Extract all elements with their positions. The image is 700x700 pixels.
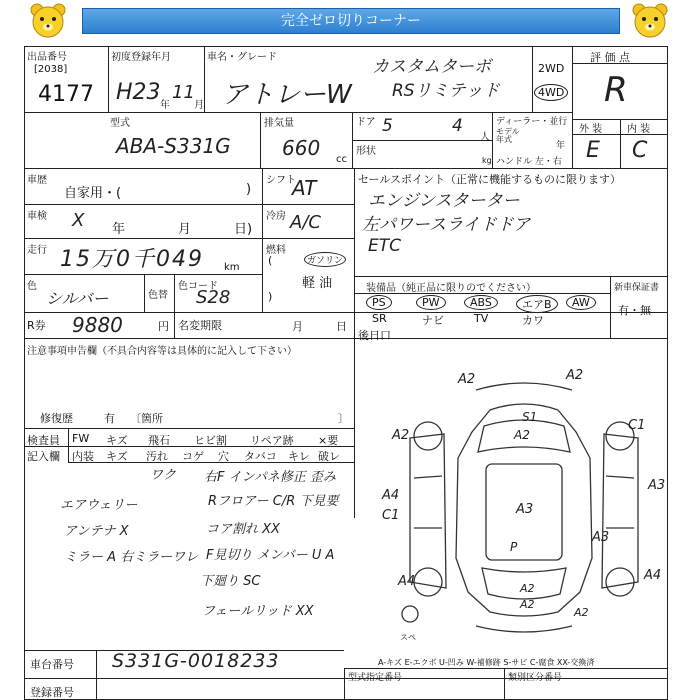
lot-sub: [2038] [34, 64, 68, 75]
damage-mark: A3 [648, 478, 666, 493]
equip-tv: TV [474, 312, 489, 325]
warranty-value: 有・無 [618, 304, 651, 317]
damage-mark: C1 [382, 508, 400, 523]
bear-mascot-right-icon [630, 2, 670, 40]
inspection-label: 車検 [27, 211, 47, 222]
usage-label: 車歴 [27, 175, 47, 186]
dealer-label: ディーラー・並行 [496, 117, 568, 127]
grade-line1: カスタムターボ [372, 57, 491, 77]
equip-sr: SR [372, 312, 387, 325]
inspector-note: 右F インパネ修正 歪み [204, 470, 336, 485]
mileage-label: 走行 [27, 245, 47, 256]
sales-line2: 左パワースライドドア [362, 215, 531, 235]
fw-label: FW [72, 432, 90, 445]
inspector-note: ミラー A 右ミラーワレ [64, 550, 199, 565]
name-change-label: 名変期限 [178, 319, 222, 332]
inspector-note: 下廻り SC [200, 574, 261, 589]
drive-4wd: 4WD [534, 84, 568, 101]
grade-line2: RSリミテッド [392, 81, 500, 101]
inspection-day: 日) [234, 222, 253, 237]
inspector-note: エアウェリー [60, 498, 138, 513]
grade-value: R [604, 70, 628, 110]
fuel-close: ) [268, 290, 273, 303]
chassis-value: S331G-0018233 [112, 650, 280, 672]
car-name: アトレーW [222, 80, 352, 110]
color-code-label: 色コード [178, 281, 218, 292]
sales-line1: エンジンスターター [368, 191, 520, 211]
damage-mark: A3 [592, 530, 610, 545]
equipment-label: 装備品（純正品に限りのでください） [366, 283, 536, 294]
recycle-unit: 円 [158, 320, 169, 333]
inspector-note: フェールリッド XX [202, 604, 314, 619]
int-item-hole: 穴 [218, 450, 229, 463]
repair-label: 修復歴 [40, 412, 73, 425]
doors-value: 5 [382, 116, 393, 136]
equip-ps: PS [366, 295, 392, 310]
first-reg-label: 初度登録年月 [111, 52, 171, 63]
inspection-value: X [72, 210, 85, 231]
name-change-month: 月 [292, 320, 303, 333]
int-item-tear: 破レ [318, 450, 340, 463]
shift-label: シフト [266, 175, 296, 186]
int-item-burn: コゲ [182, 450, 204, 463]
fuel-gasoline: ガソリン [304, 252, 346, 267]
damage-mark: C1 [628, 418, 646, 433]
seats-unit: 人 [480, 132, 490, 143]
int-row-label: 内装 [72, 450, 94, 463]
notes-label: 注意事項申告欄（不具合内容等は具体的に記入して下さい） [27, 346, 297, 357]
first-reg-year: H23 [116, 80, 161, 105]
color-change-label: 色替 [148, 290, 168, 301]
type-spec-label: 型式指定番号 [348, 673, 403, 683]
damage-mark: A4 [644, 568, 662, 583]
ac-label: 冷房 [266, 211, 286, 222]
diagram-legend: A-キズ E-エクボ U-凹み W-補修跡 S-サビ C-腐食 XX-交換済 [378, 658, 595, 667]
ext-value: E [586, 138, 600, 163]
drive-2wd: 2WD [538, 62, 565, 75]
int-item-cut: キレ [288, 450, 310, 463]
damage-mark: A4 [382, 488, 400, 503]
damage-mark: A2 [574, 606, 589, 619]
model-value: ABA-S331G [116, 134, 231, 158]
model-label: 型式 [110, 118, 130, 129]
recycle-label: R券 [27, 319, 46, 332]
damage-mark: A4 [398, 574, 416, 589]
equip-aw: AW [566, 295, 596, 310]
engine-unit: cc [336, 154, 347, 165]
usage-close: ) [246, 182, 252, 197]
shift-value: AT [292, 176, 317, 200]
inspector-note: ワク [150, 468, 177, 483]
usage-value: 自家用・( [64, 186, 122, 201]
inspector-label-2: 記入欄 [27, 450, 60, 463]
equip-airbag: エアB [516, 295, 558, 313]
inspection-month: 月 [178, 222, 192, 237]
repair-place-close: 〕 [338, 412, 349, 425]
bear-mascot-left-icon [28, 2, 68, 40]
repair-place-open: 〔箇所 [130, 412, 163, 425]
equip-navi: ナビ [422, 314, 444, 327]
damage-mark: P [510, 540, 518, 554]
damage-mark: A3 [516, 502, 534, 517]
first-reg-month-unit: 月 [194, 100, 204, 111]
fuel-diesel: 軽 油 [302, 276, 333, 291]
class-label: 類別区分番号 [508, 673, 563, 683]
mileage-value: 15万0千049 [60, 247, 204, 272]
chassis-label: 車台番号 [30, 658, 74, 671]
sales-label: セールスポイント（正常に機能するものに限ります） [358, 173, 622, 186]
fw-item-scratch: キズ [106, 434, 128, 447]
damage-mark: A2 [458, 372, 476, 387]
int-item-dirt: 汚れ [146, 450, 168, 463]
inspector-label-1: 検査員 [27, 434, 60, 447]
dealer-year-label: 年 [556, 141, 566, 151]
doors-label: ドア [356, 117, 376, 128]
damage-mark: A2 [514, 428, 530, 442]
color-label: 色 [27, 281, 37, 292]
repair-value: 有 [104, 412, 115, 425]
inspection-year: 年 [112, 222, 126, 237]
shape-label: 形状 [356, 146, 376, 157]
engine-label: 排気量 [264, 118, 294, 129]
int-label: 内 装 [627, 124, 651, 135]
mileage-unit: km [224, 262, 240, 273]
damage-mark: A2 [392, 428, 410, 443]
diagram-bottom-label: スペ [400, 633, 416, 642]
int-value: C [632, 138, 648, 163]
fuel-label: 燃料 [266, 245, 286, 256]
kg-unit: kg [482, 156, 492, 165]
inspector-note: Rフロアー C/R 下見要 [208, 494, 339, 509]
dealer-handle: ハンドル 左・右 [496, 157, 562, 167]
int-item-tobacco: タバコ [244, 450, 277, 463]
damage-mark: A2 [520, 598, 535, 611]
sales-line3: ETC [368, 236, 401, 256]
recycle-value: 9880 [72, 313, 123, 337]
first-reg-month: 11 [172, 82, 195, 103]
lot-number: 4177 [38, 82, 94, 107]
color-code-value: S28 [196, 287, 231, 308]
equip-pw: PW [416, 295, 446, 310]
inspector-note: F見切り メンバー U A [206, 548, 335, 563]
grade-label: 評 価 点 [590, 51, 630, 64]
fuel-open: ( [268, 254, 273, 267]
first-reg-year-unit: 年 [160, 100, 170, 111]
color-value: シルバー [46, 289, 109, 308]
fw-item-crack: ヒビ割 [194, 434, 227, 447]
reg-label: 登録番号 [30, 686, 74, 699]
dealer-model-year: モデル 年式 [496, 127, 520, 144]
fw-item-need: ×要 [318, 434, 339, 447]
fw-item-repair: リペア跡 [250, 434, 294, 447]
damage-mark: S1 [522, 410, 538, 424]
equip-abs: ABS [464, 295, 498, 310]
rear-seat-label: 後日口 [358, 329, 391, 342]
warranty-label: 新車保証書 [614, 283, 660, 293]
equip-leather: カワ [522, 314, 544, 327]
int-item-scratch: キズ [106, 450, 128, 463]
lot-label: 出品番号 [27, 52, 67, 63]
ext-label: 外 装 [579, 124, 603, 135]
name-change-day: 日 [336, 320, 347, 333]
damage-mark: A2 [520, 582, 535, 595]
engine-value: 660 [282, 136, 321, 160]
name-label: 車名・グレード [207, 52, 277, 63]
ac-value: A/C [290, 212, 321, 233]
damage-mark: A2 [566, 368, 584, 383]
seats-value: 4 [452, 116, 463, 136]
inspector-note: コア割れ XX [206, 522, 280, 537]
fw-item-chip: 飛石 [148, 434, 170, 447]
banner-title: 完全ゼロ切りコーナー [82, 8, 620, 34]
inspector-note: アンテナ X [64, 524, 129, 539]
